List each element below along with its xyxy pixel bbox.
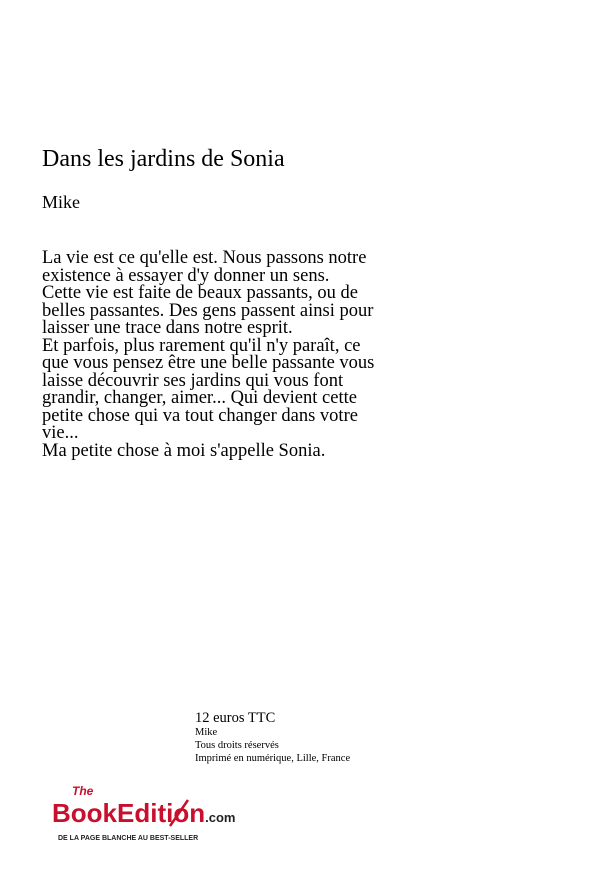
- logo-wordmark: [52, 798, 235, 828]
- colophon: [195, 711, 350, 765]
- summary-line: Cette vie est faite de beaux passants, ou de: [42, 283, 358, 303]
- logo-com-text: .com: [205, 810, 236, 825]
- summary-line: La vie est ce qu'elle est. Nous passons notre: [42, 248, 367, 268]
- bookedition-logo: [52, 778, 252, 848]
- colophon-author: Mike: [195, 727, 218, 738]
- summary-line: grandir, changer, aimer... Qui devient cette: [42, 388, 357, 408]
- rights-notice: Tous droits réservés: [195, 740, 279, 751]
- summary-line: laisse découvrir ses jardins qui vous font: [42, 370, 344, 391]
- summary-line: laisser une trace dans notre esprit.: [42, 318, 293, 338]
- summary-line: existence à essayer d'y donner un sens.: [42, 265, 330, 286]
- summary-line: petite chose qui va tout changer dans votre: [42, 405, 358, 426]
- bookedition-logo-graphic: [52, 778, 252, 848]
- summary-line: Et parfois, plus rarement qu'il n'y paraît, ce: [42, 335, 361, 356]
- logo-book-text: BookEditi: [52, 798, 174, 828]
- price: 12 euros TTC: [195, 710, 276, 726]
- summary-line: Ma petite chose à moi s'appelle Sonia.: [42, 440, 326, 461]
- printing-notice: Imprimé en numérique, Lille, France: [195, 753, 351, 764]
- summary-line: belles passantes. Des gens passent ainsi pour: [42, 300, 374, 321]
- summary-line: vie...: [42, 423, 79, 443]
- book-author: Mike: [42, 192, 80, 212]
- back-cover-summary: [42, 250, 462, 460]
- logo-the-text: The: [72, 784, 94, 798]
- book-title: Dans les jardins de Sonia: [42, 146, 285, 172]
- logo-on-text: on: [173, 798, 206, 828]
- summary-line: que vous pensez être une belle passante vous: [42, 353, 375, 373]
- logo-tagline: DE LA PAGE BLANCHE AU BEST-SELLER: [58, 835, 199, 842]
